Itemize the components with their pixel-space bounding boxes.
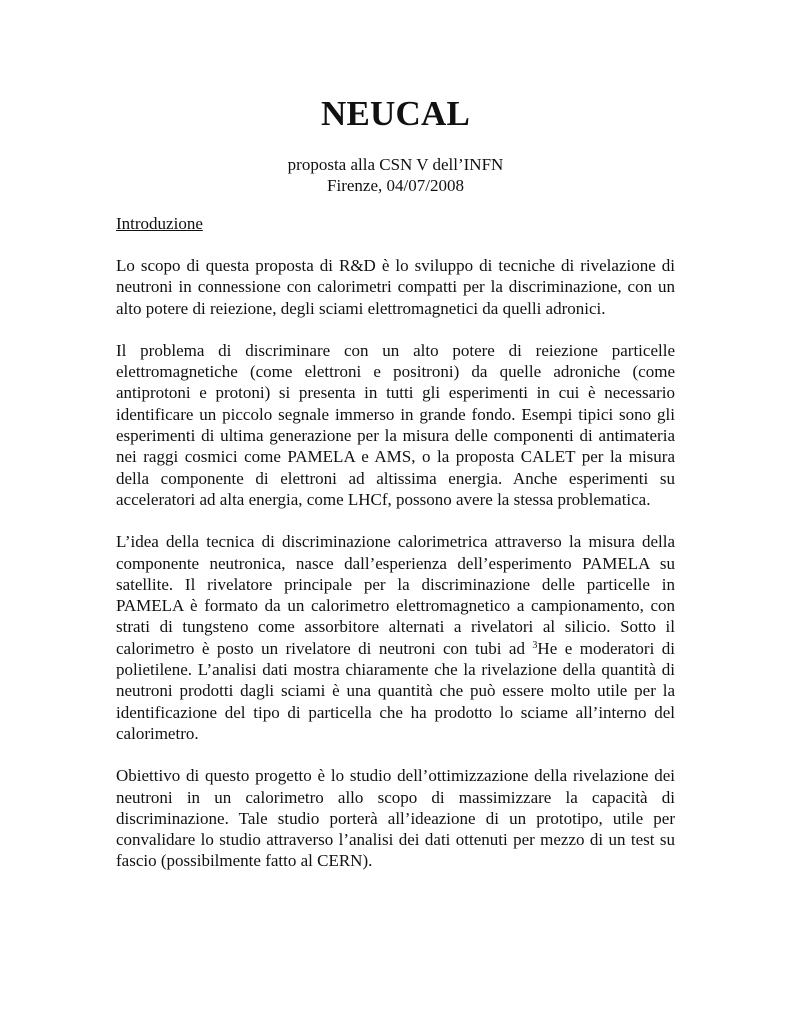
section-heading-introduzione: Introduzione xyxy=(116,214,203,233)
document-title: NEUCAL xyxy=(321,94,470,133)
paragraph-scope: Lo scopo di questa proposta di R&D è lo sviluppo di tecniche di rivelazione di neutroni in connessione con calorimetri compatti per la discriminazione, con un alto potere di reiezione, degli sciami elettromagnetici da quelli adronici. xyxy=(116,256,675,318)
subtitle-proposal-line: proposta alla CSN V dell’INFN xyxy=(287,155,504,174)
subtitle-place-date-line: Firenze, 04/07/2008 xyxy=(327,176,464,195)
paragraph-objective: Obiettivo di questo progetto è lo studio dell’ottimizzazione della rivelazione dei neutroni in un calorimetro allo scopo di massimizzare la capacità di discriminazione. Tale studio porterà all’ideazione di un prototipo, utile per convalidare lo studio attraverso l’analisi dei dati ottenuti per mezzo di un test su fascio (possibilmente fatto al CERN). xyxy=(116,766,675,871)
isotope-superscript: 3 xyxy=(532,639,538,651)
document-page xyxy=(116,92,675,872)
paragraph-idea xyxy=(116,531,675,744)
paragraph-idea-text-2: He e moderatori di polietilene. L’analisi dati mostra chiaramente che la rivelazione della quantità di neutroni prodotti dagli sciami è una quantità che può essere molto utile per la identificazione del tipo di particella che ha prodotto lo sciame all’interno del calorimetro. xyxy=(116,638,675,743)
paragraph-problem: Il problema di discriminare con un alto potere di reiezione particelle elettromagnetiche (come elettroni e positroni) da quelle adroniche (come antiprotoni e protoni) si presenta in tutti gli esperimenti in cui è necessario identificare un piccolo segnale immerso in grande fondo. Esempi tipici sono gli esperimenti di ultima generazione per la misura delle componenti di antimateria nei raggi cosmici come PAMELA e AMS, o la proposta CALET per la misura della componente di elettroni ad altissima energia. Anche esperimenti su acceleratori ad alta energia, come LHCf, possono avere la stessa problematica. xyxy=(116,340,675,509)
paragraph-idea-text-1: L’idea della tecnica di discriminazione calorimetrica attraverso la misura della componente neutronica, nasce dall’esperienza dell’esperimento PAMELA su satellite. Il rivelatore principale per la discriminazione delle particelle in PAMELA è formato da un calorimetro elettromagnetico a campionamento, con strati di tungsteno come assorbitore alternati a rivelatori al silicio. Sotto il calorimetro è posto un rivelatore di neutroni con tubi ad xyxy=(116,532,675,658)
document-subtitle xyxy=(116,154,675,196)
